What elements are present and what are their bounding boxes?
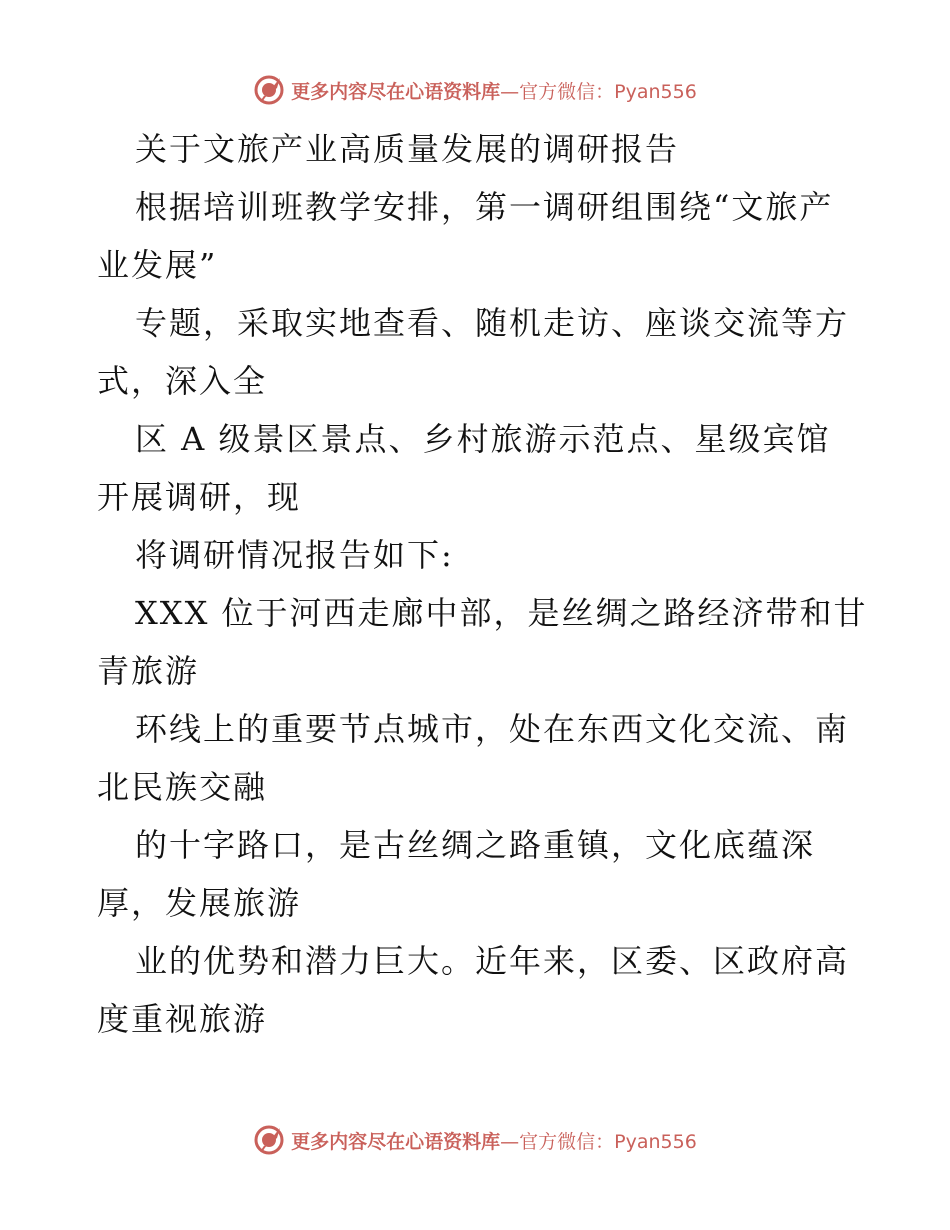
doc-line: 环线上的重要节点城市，处在东西文化交流、南	[135, 710, 850, 748]
banner-text	[291, 77, 697, 104]
doc-line: 北民族交融	[97, 768, 268, 806]
doc-line: 业的优势和潜力巨大。近年来，区委、区政府高	[135, 942, 850, 980]
doc-line: 青旅游	[97, 652, 200, 690]
doc-line: 业发展”	[97, 246, 218, 284]
document-body	[97, 120, 868, 1048]
doc-line: 将调研情况报告如下:	[135, 536, 454, 574]
doc-line: 专题，采取实地查看、随机走访、座谈交流等方	[135, 304, 850, 342]
doc-line: XXX 位于河西走廊中部，是丝绸之路经济带和甘	[135, 594, 868, 632]
banner-wechat: 官方微信：Pyan556	[519, 1130, 697, 1153]
quill-logo-icon	[253, 74, 285, 106]
doc-line: 厚，发展旅游	[97, 884, 302, 922]
banner-text	[291, 1127, 697, 1154]
doc-line: 度重视旅游	[97, 1000, 268, 1038]
footer-banner	[0, 1120, 950, 1160]
banner-site-name: 更多内容尽在心语资料库	[291, 80, 501, 103]
doc-line: 区 A 级景区景点、乡村旅游示范点、星级宾馆	[135, 420, 831, 458]
doc-line: 关于文旅产业高质量发展的调研报告	[135, 130, 680, 168]
header-banner	[0, 70, 950, 110]
doc-line: 式，深入全	[97, 362, 268, 400]
banner-wechat: 官方微信：Pyan556	[519, 80, 697, 103]
banner-content	[253, 74, 697, 106]
doc-line: 开展调研，现	[97, 478, 302, 516]
banner-separator: —	[500, 1130, 520, 1153]
banner-site-name: 更多内容尽在心语资料库	[291, 1130, 501, 1153]
banner-separator: —	[500, 80, 520, 103]
banner-content	[253, 1124, 697, 1156]
doc-line: 的十字路口，是古丝绸之路重镇，文化底蕴深	[135, 826, 816, 864]
doc-line: 根据培训班教学安排，第一调研组围绕“文旅产	[135, 188, 834, 226]
quill-logo-icon	[253, 1124, 285, 1156]
